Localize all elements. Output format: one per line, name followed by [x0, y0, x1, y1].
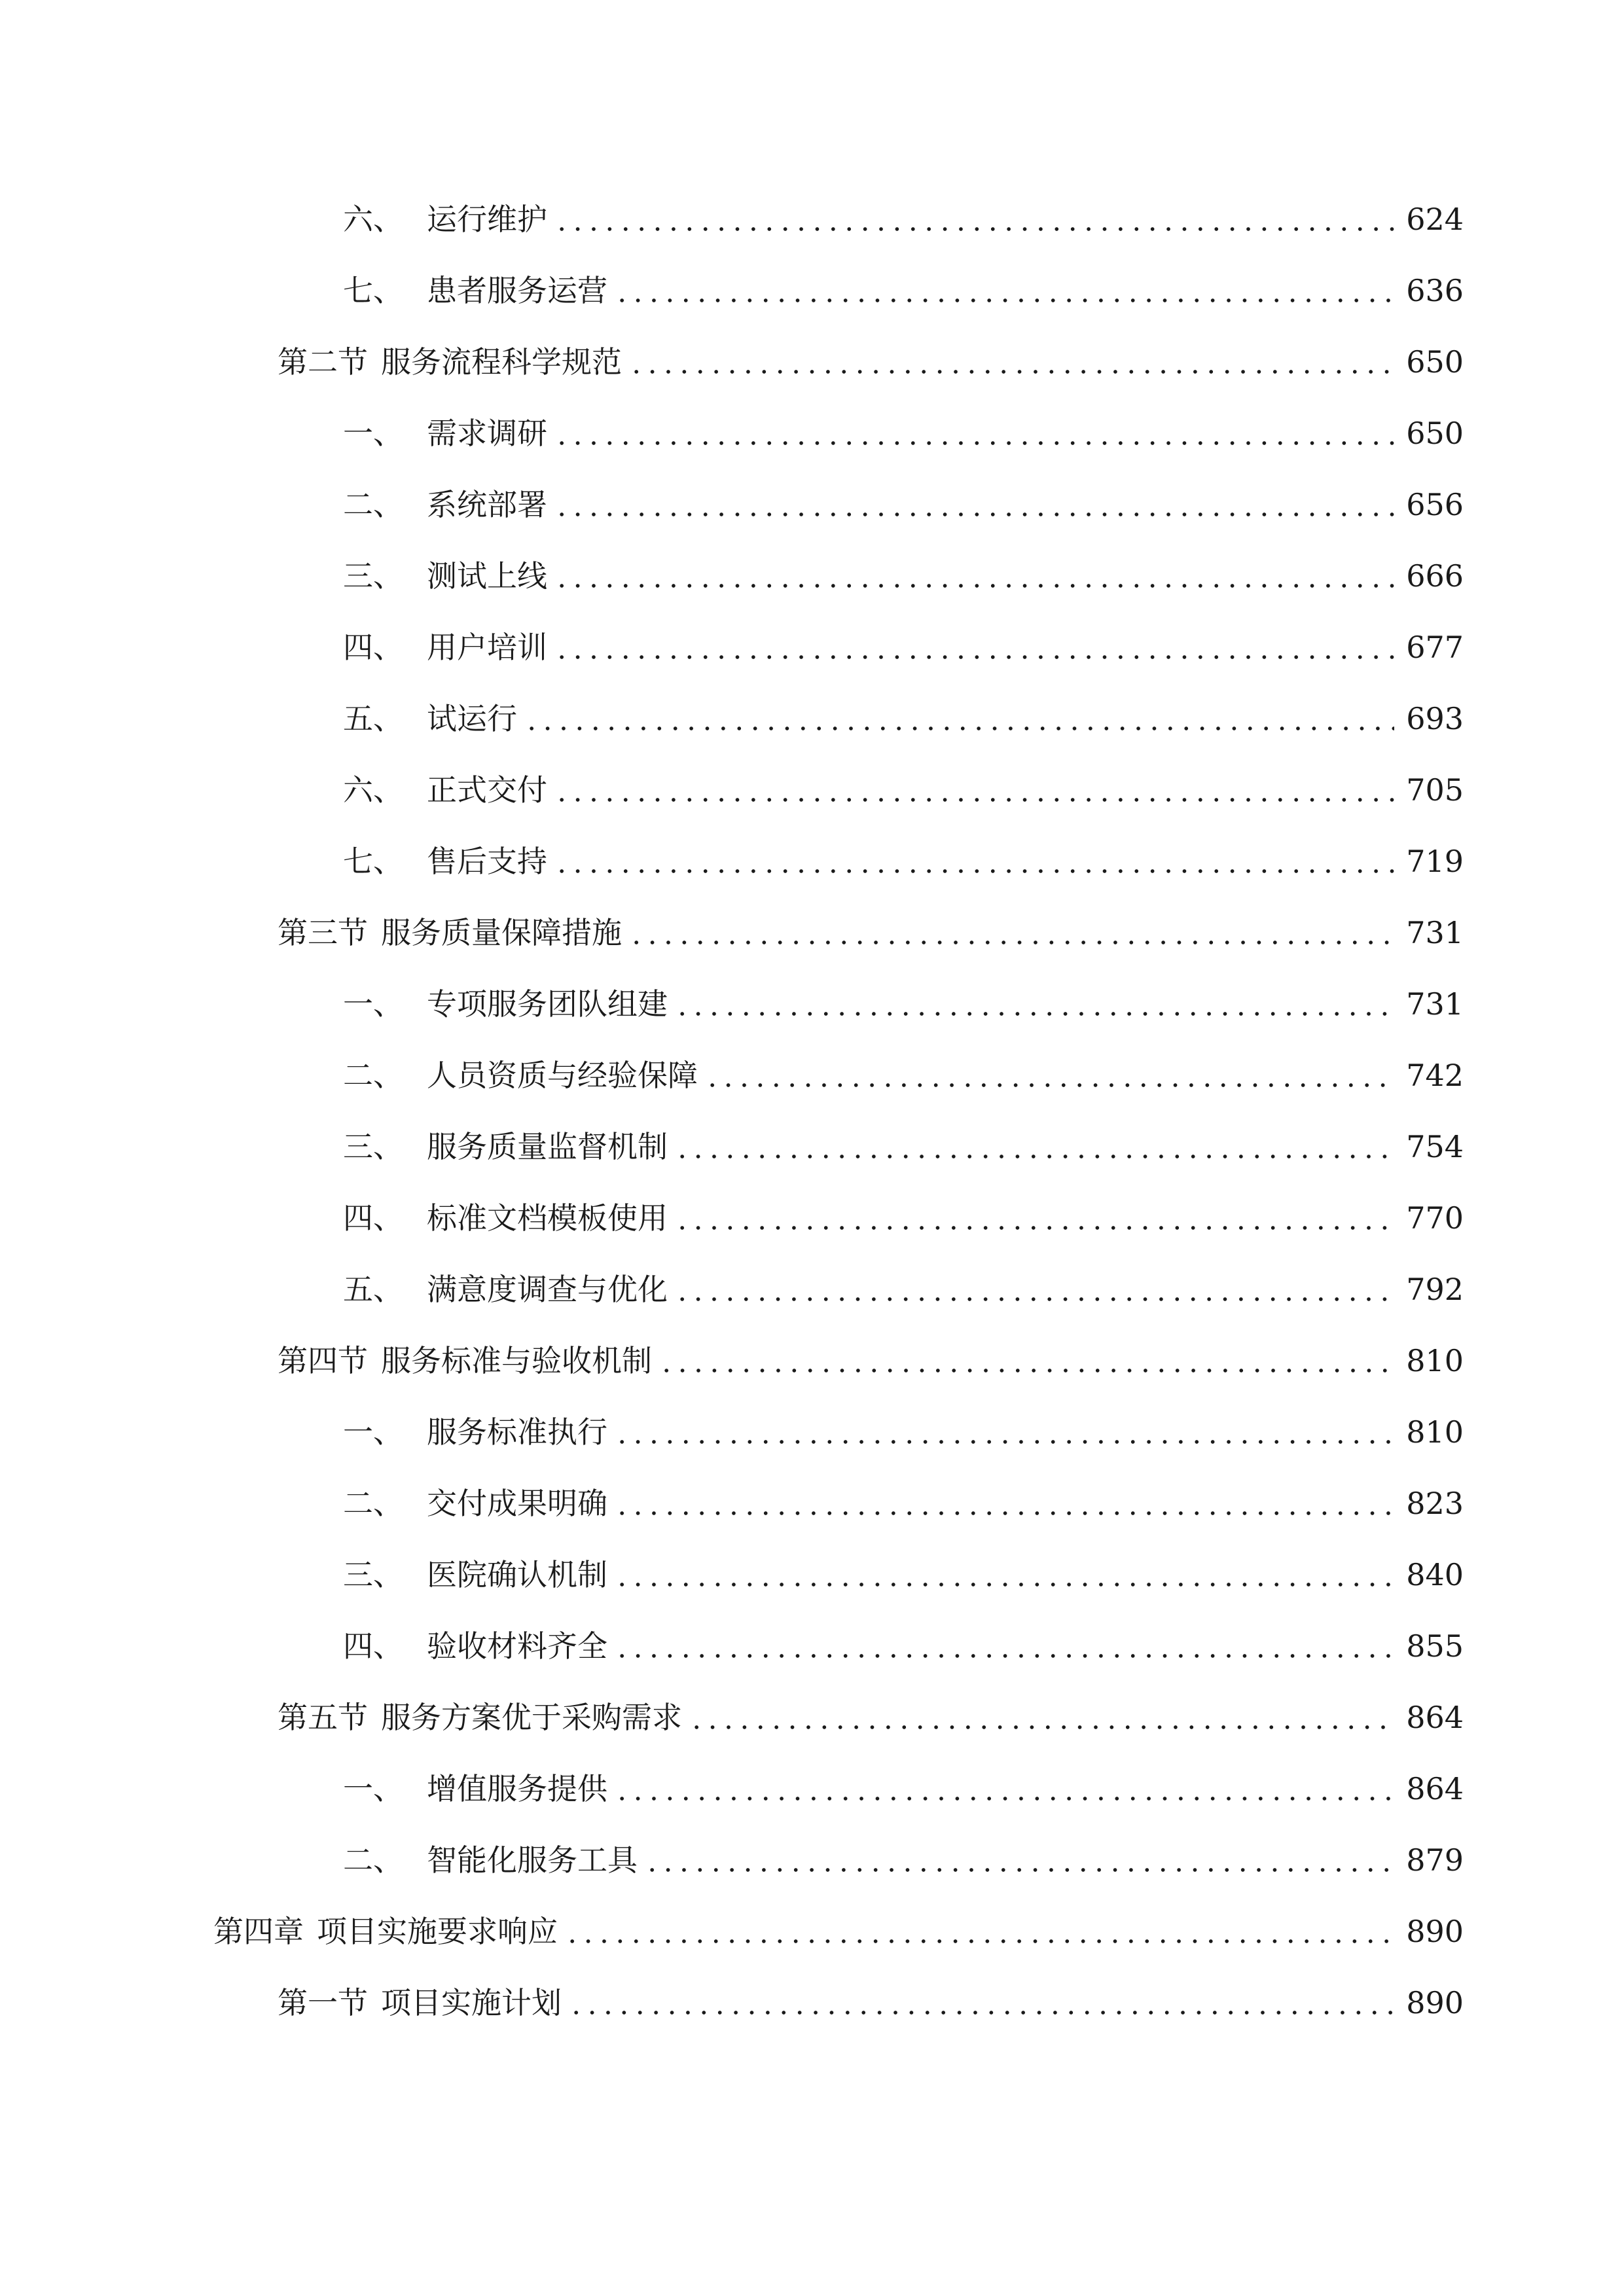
toc-entry-title: 正式交付	[427, 772, 547, 808]
dot-leader	[614, 264, 1394, 317]
toc-entry[interactable]	[343, 1121, 1464, 1173]
toc-entry-title: 服务标准与验收机制	[381, 1343, 652, 1378]
dot-leader	[628, 336, 1394, 388]
toc-entry[interactable]	[278, 1691, 1464, 1744]
toc-entry-page: 810	[1406, 1343, 1464, 1378]
dot-leader	[674, 1121, 1394, 1173]
toc-entry-page: 754	[1406, 1129, 1464, 1164]
toc-entry-page: 792	[1406, 1272, 1464, 1307]
toc-entry-number: 第三节	[278, 915, 368, 950]
toc-entry-number: 第二节	[278, 344, 368, 380]
toc-entry-number: 七、	[343, 844, 403, 879]
toc-entry-page: 855	[1406, 1628, 1464, 1664]
toc-entry[interactable]	[278, 336, 1464, 388]
toc-entry[interactable]	[343, 407, 1464, 459]
toc-entry[interactable]	[343, 1549, 1464, 1601]
toc-entry[interactable]	[343, 835, 1464, 888]
toc-entry-number: 三、	[343, 1557, 403, 1592]
toc-entry-title: 患者服务运营	[427, 273, 607, 308]
toc-entry-number: 五、	[343, 701, 403, 736]
toc-entry-title: 项目实施要求响应	[317, 1914, 558, 1949]
toc-entry-number: 第四节	[278, 1343, 368, 1378]
toc-entry-page: 864	[1406, 1700, 1464, 1735]
toc-entry-number: 四、	[343, 1628, 403, 1664]
toc-entry-title: 专项服务团队组建	[427, 986, 668, 1022]
toc-entry-title: 验收材料齐全	[427, 1628, 607, 1664]
toc-entry[interactable]	[343, 264, 1464, 317]
toc-entry-title: 满意度调查与优化	[427, 1272, 668, 1307]
toc-entry-title: 标准文档模板使用	[427, 1200, 668, 1236]
toc-entry-page: 864	[1406, 1771, 1464, 1806]
toc-entry-page: 624	[1406, 202, 1464, 237]
toc-entry[interactable]	[343, 1406, 1464, 1458]
toc-entry[interactable]	[343, 1620, 1464, 1672]
toc-entry-number: 二、	[343, 1842, 403, 1878]
toc-entry-number: 第五节	[278, 1700, 368, 1735]
toc-entry[interactable]	[343, 1477, 1464, 1530]
toc-entry-page: 823	[1406, 1486, 1464, 1521]
toc-entry-title: 服务标准执行	[427, 1414, 607, 1450]
toc-entry-title: 交付成果明确	[427, 1486, 607, 1521]
toc-entry-number: 三、	[343, 558, 403, 594]
toc-entry-page: 666	[1406, 558, 1464, 594]
toc-entry-title: 服务质量监督机制	[427, 1129, 668, 1164]
toc-entry-number: 一、	[343, 1414, 403, 1450]
toc-entry-title: 项目实施计划	[381, 1985, 562, 2020]
toc-entry-number: 五、	[343, 1272, 403, 1307]
toc-entry[interactable]	[343, 621, 1464, 673]
toc-entry-title: 需求调研	[427, 416, 547, 451]
dot-leader	[644, 1834, 1394, 1886]
toc-entry-title: 人员资质与经验保障	[427, 1058, 698, 1093]
toc-entry-title: 系统部署	[427, 487, 547, 522]
toc-entry[interactable]	[213, 1905, 1464, 1958]
toc-entry-title: 智能化服务工具	[427, 1842, 638, 1878]
toc-entry-title: 增值服务提供	[427, 1771, 607, 1806]
toc-entry-number: 一、	[343, 416, 403, 451]
toc-entry-title: 服务方案优于采购需求	[381, 1700, 682, 1735]
toc-entry-number: 二、	[343, 487, 403, 522]
dot-leader	[614, 1477, 1394, 1530]
toc-entry-number: 七、	[343, 273, 403, 308]
toc-entry-number: 三、	[343, 1129, 403, 1164]
toc-entry[interactable]	[343, 1834, 1464, 1886]
toc-entry-number: 一、	[343, 1771, 403, 1806]
dot-leader	[554, 550, 1394, 602]
dot-leader	[704, 1049, 1394, 1102]
dot-leader	[674, 1192, 1394, 1244]
dot-leader	[614, 1763, 1394, 1815]
toc-entry-page: 890	[1406, 1985, 1464, 2020]
toc-entry-page: 731	[1406, 986, 1464, 1022]
dot-leader	[524, 692, 1394, 745]
toc-entry[interactable]	[343, 764, 1464, 816]
dot-leader	[614, 1620, 1394, 1672]
toc-entry-page: 677	[1406, 630, 1464, 665]
toc-entry-page: 810	[1406, 1414, 1464, 1450]
dot-leader	[554, 478, 1394, 531]
toc-entry-title: 服务质量保障措施	[381, 915, 622, 950]
toc-entry-number: 二、	[343, 1486, 403, 1521]
toc-entry-page: 650	[1406, 416, 1464, 451]
dot-leader	[554, 835, 1394, 888]
toc-entry[interactable]	[343, 1192, 1464, 1244]
dot-leader	[564, 1905, 1394, 1958]
toc-entry[interactable]	[343, 978, 1464, 1030]
toc-entry-page: 742	[1406, 1058, 1464, 1093]
toc-entry-number: 第一节	[278, 1985, 368, 2020]
dot-leader	[674, 978, 1394, 1030]
dot-leader	[674, 1263, 1394, 1316]
dot-leader	[614, 1549, 1394, 1601]
toc-entry-title: 售后支持	[427, 844, 547, 879]
toc-entry-page: 693	[1406, 701, 1464, 736]
toc-entry[interactable]	[278, 1335, 1464, 1387]
toc-entry-title: 测试上线	[427, 558, 547, 594]
toc-entry-page: 840	[1406, 1557, 1464, 1592]
toc-entry[interactable]	[278, 1977, 1464, 2029]
toc-entry-page: 650	[1406, 344, 1464, 380]
toc-entry-number: 六、	[343, 772, 403, 808]
toc-entry-number: 六、	[343, 202, 403, 237]
toc-entry-title: 运行维护	[427, 202, 547, 237]
dot-leader	[628, 906, 1394, 959]
toc-entry-page: 705	[1406, 772, 1464, 808]
toc-entry-title: 用户培训	[427, 630, 547, 665]
toc-entry[interactable]	[343, 193, 1464, 245]
toc-entry[interactable]	[343, 1263, 1464, 1316]
toc-entry-page: 656	[1406, 487, 1464, 522]
toc-entry[interactable]	[343, 692, 1464, 745]
toc-entry-page: 719	[1406, 844, 1464, 879]
toc-entry-number: 第四章	[213, 1914, 304, 1949]
toc-entry-title: 试运行	[427, 701, 517, 736]
dot-leader	[554, 193, 1394, 245]
toc-entry-title: 服务流程科学规范	[381, 344, 622, 380]
toc-entry[interactable]	[343, 1049, 1464, 1102]
dot-leader	[568, 1977, 1394, 2029]
toc-entry[interactable]	[343, 550, 1464, 602]
toc-entry-number: 四、	[343, 1200, 403, 1236]
toc-entry[interactable]	[343, 478, 1464, 531]
dot-leader	[554, 621, 1394, 673]
dot-leader	[659, 1335, 1394, 1387]
toc-entry-page: 890	[1406, 1914, 1464, 1949]
dot-leader	[614, 1406, 1394, 1458]
toc-entry-title: 医院确认机制	[427, 1557, 607, 1592]
dot-leader	[689, 1691, 1394, 1744]
dot-leader	[554, 764, 1394, 816]
toc-entry-page: 731	[1406, 915, 1464, 950]
toc-entry[interactable]	[343, 1763, 1464, 1815]
toc-entry-number: 一、	[343, 986, 403, 1022]
dot-leader	[554, 407, 1394, 459]
toc-entry-page: 879	[1406, 1842, 1464, 1878]
toc-entry-page: 770	[1406, 1200, 1464, 1236]
toc-entry-page: 636	[1406, 273, 1464, 308]
toc-entry-number: 二、	[343, 1058, 403, 1093]
toc-entry[interactable]	[278, 906, 1464, 959]
toc-entry-number: 四、	[343, 630, 403, 665]
